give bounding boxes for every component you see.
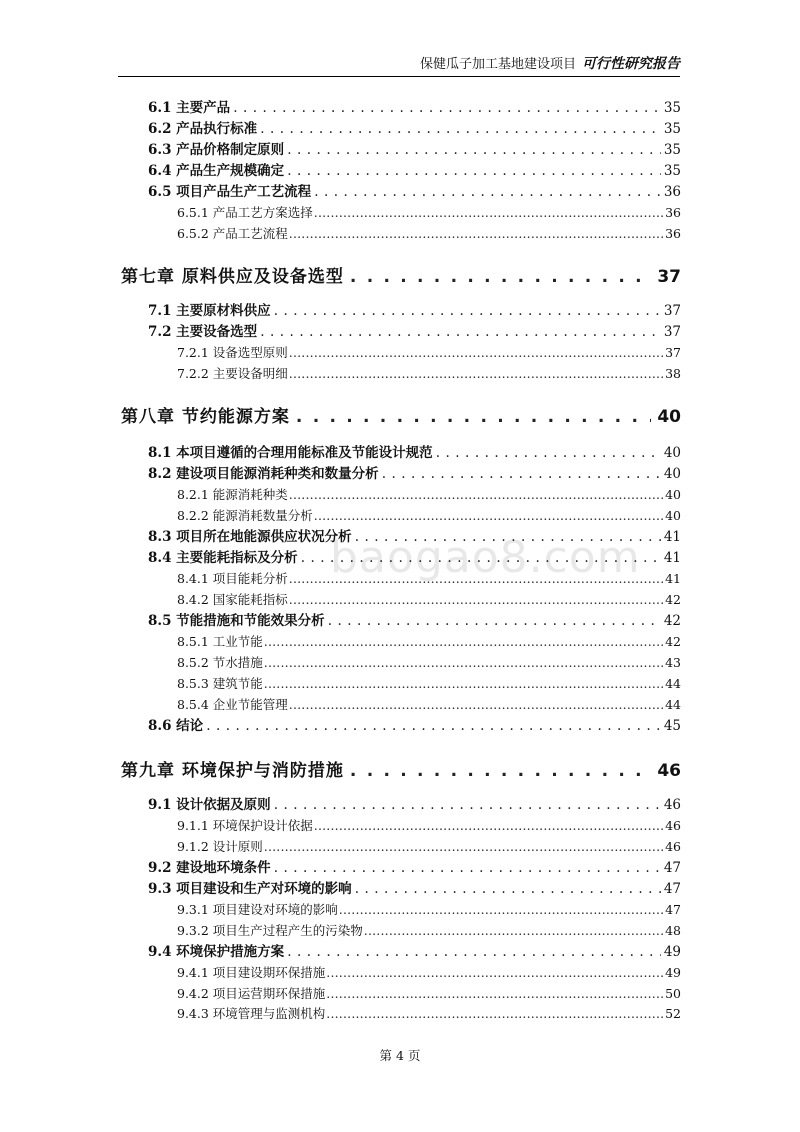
toc-subentry[interactable]: [177, 364, 681, 384]
toc-entry-title: 8.4.2 国家能耗指标: [177, 592, 288, 607]
dot-leader: [296, 404, 651, 430]
dot-leader: [264, 653, 664, 673]
toc-entry[interactable]: [148, 161, 681, 181]
toc-entry-page: 35: [663, 163, 681, 179]
toc-entry-page: 37: [665, 345, 681, 360]
toc-entry[interactable]: [148, 464, 681, 484]
toc-entry-title: 6.2 产品执行标准: [148, 121, 258, 137]
toc-subentry[interactable]: [177, 984, 681, 1004]
dot-leader: [301, 548, 661, 568]
header-report-title: 可行性研究报告: [582, 56, 680, 72]
toc-entry[interactable]: [148, 443, 681, 463]
toc-subentry[interactable]: [177, 590, 681, 610]
toc-entry-page: 35: [663, 121, 681, 137]
dot-leader: [289, 224, 664, 244]
toc-entry-title: 9.2 建设地环境条件: [148, 860, 271, 876]
toc-entry[interactable]: [148, 182, 681, 202]
toc-entry[interactable]: [148, 119, 681, 139]
dot-leader: [326, 1004, 664, 1024]
toc-entry-title: 9.4.3 环境管理与监测机构: [177, 1006, 326, 1021]
toc-entry[interactable]: [148, 301, 681, 321]
toc-chapter-title: 第八章 节约能源方案: [121, 407, 290, 427]
toc-subentry[interactable]: [177, 816, 681, 836]
dot-leader: [289, 343, 664, 363]
dot-leader: [339, 900, 664, 920]
toc-entry-title: 8.5.2 节水措施: [177, 655, 263, 670]
dot-leader: [287, 140, 661, 160]
toc-entry-title: 6.3 产品价格制定原则: [148, 142, 285, 158]
toc-entry[interactable]: [148, 942, 681, 962]
toc-entry-page: 36: [663, 184, 681, 200]
dot-leader: [355, 527, 661, 547]
toc-entry[interactable]: [148, 879, 681, 899]
toc-chapter-page: 37: [657, 267, 681, 287]
toc-subentry[interactable]: [177, 203, 681, 223]
toc-entry[interactable]: [148, 140, 681, 160]
toc-subentry[interactable]: [177, 653, 681, 673]
dot-leader: [355, 879, 661, 899]
toc-entry[interactable]: [148, 716, 681, 736]
toc-subentry[interactable]: [177, 485, 681, 505]
toc-entry-title: 8.3 项目所在地能源供应状况分析: [148, 529, 352, 545]
dot-leader: [274, 858, 661, 878]
dot-leader: [326, 963, 664, 983]
toc-chapter-page: 46: [657, 761, 681, 781]
toc-entry-title: 9.3.1 项目建设对环境的影响: [177, 902, 338, 917]
toc-entry-title: 9.1.2 设计原则: [177, 839, 263, 854]
toc-entry-page: 49: [665, 965, 681, 980]
toc-entry-page: 47: [663, 860, 681, 876]
toc-subentry[interactable]: [177, 900, 681, 920]
toc-entry[interactable]: [148, 795, 681, 815]
toc-entry-page: 46: [665, 839, 681, 854]
dot-leader: [264, 674, 664, 694]
toc-entry-page: 47: [663, 881, 681, 897]
dot-leader: [260, 119, 661, 139]
dot-leader: [287, 161, 661, 181]
toc-entry-page: 42: [665, 592, 681, 607]
toc-entry-page: 35: [663, 100, 681, 116]
toc-entry-title: 9.4 环境保护措施方案: [148, 944, 285, 960]
toc-entry-page: 50: [665, 986, 681, 1001]
toc-entry-title: 8.2.2 能源消耗数量分析: [177, 508, 313, 523]
toc-entry-page: 42: [665, 634, 681, 649]
toc-subentry[interactable]: [177, 674, 681, 694]
toc-entry-title: 9.1.1 环境保护设计依据: [177, 818, 313, 833]
toc-entry-title: 9.4.1 项目建设期环保措施: [177, 965, 326, 980]
toc-entry-page: 40: [663, 466, 681, 482]
toc-entry-title: 9.3.2 项目生产过程产生的污染物: [177, 923, 363, 938]
toc-entry-page: 36: [665, 226, 681, 241]
page-number: 第 4 页: [379, 1048, 421, 1063]
toc-subentry[interactable]: [177, 632, 681, 652]
toc-entry-page: 48: [665, 923, 681, 938]
toc-entry-title: 8.4 主要能耗指标及分析: [148, 550, 298, 566]
toc-entry-title: 8.2.1 能源消耗种类: [177, 487, 288, 502]
dot-leader: [274, 301, 661, 321]
toc-entry-page: 46: [663, 797, 681, 813]
toc-entry-page: 47: [665, 902, 681, 917]
dot-leader: [233, 98, 661, 118]
toc-chapter-page: 40: [657, 407, 681, 427]
toc-chapter[interactable]: [121, 404, 681, 430]
dot-leader: [264, 837, 664, 857]
dot-leader: [382, 464, 661, 484]
toc-entry-page: 42: [663, 613, 681, 629]
toc-subentry[interactable]: [177, 837, 681, 857]
toc-entry-title: 8.1 本项目遵循的合理用能标准及节能设计规范: [148, 445, 433, 461]
toc-entry-page: 35: [663, 142, 681, 158]
toc-entry-page: 40: [665, 487, 681, 502]
header-project-name: 保健瓜子加工基地建设项目: [419, 57, 576, 72]
toc-entry-title: 8.2 建设项目能源消耗种类和数量分析: [148, 466, 379, 482]
toc-entry[interactable]: [148, 322, 681, 342]
toc-chapter[interactable]: [121, 264, 681, 290]
toc-entry[interactable]: [148, 527, 681, 547]
toc-entry-title: 6.5.1 产品工艺方案选择: [177, 205, 313, 220]
toc-entry-title: 6.1 主要产品: [148, 100, 231, 116]
dot-leader: [274, 795, 661, 815]
toc-entry-page: 46: [665, 818, 681, 833]
toc-entry-title: 6.4 产品生产规模确定: [148, 163, 285, 179]
toc-entry-title: 9.1 设计依据及原则: [148, 797, 271, 813]
dot-leader: [314, 182, 661, 202]
toc-entry-page: 49: [663, 944, 681, 960]
watermark: baogao8.com: [330, 532, 641, 583]
dot-leader: [314, 203, 664, 223]
dot-leader: [314, 506, 664, 526]
toc-entry-title: 6.5 项目产品生产工艺流程: [148, 184, 312, 200]
toc-entry-page: 41: [665, 571, 681, 586]
toc-entry-title: 8.5.1 工业节能: [177, 634, 263, 649]
toc-entry-title: 8.5.3 建筑节能: [177, 676, 263, 691]
dot-leader: [350, 758, 651, 784]
toc-subentry[interactable]: [177, 1004, 681, 1024]
toc-entry-title: 8.5.4 企业节能管理: [177, 697, 288, 712]
dot-leader: [260, 322, 661, 342]
dot-leader: [287, 942, 661, 962]
dot-leader: [289, 485, 664, 505]
toc-entry[interactable]: [148, 548, 681, 568]
page-header: [118, 52, 680, 77]
toc-entry-title: 7.2 主要设备选型: [148, 324, 258, 340]
dot-leader: [264, 632, 664, 652]
toc-entry-page: 40: [665, 508, 681, 523]
dot-leader: [350, 264, 651, 290]
toc-entry-page: 44: [665, 697, 681, 712]
toc-entry[interactable]: [148, 858, 681, 878]
toc-entry-title: 8.4.1 项目能耗分析: [177, 571, 288, 586]
toc-chapter-title: 第七章 原料供应及设备选型: [121, 267, 344, 287]
toc-entry-title: 7.2.2 主要设备明细: [177, 366, 288, 381]
toc-subentry[interactable]: [177, 921, 681, 941]
toc-entry-title: 8.5 节能措施和节能效果分析: [148, 613, 325, 629]
toc-entry-page: 41: [663, 550, 681, 566]
toc-entry-title: 8.6 结论: [148, 718, 204, 734]
toc-entry-title: 9.3 项目建设和生产对环境的影响: [148, 881, 352, 897]
dot-leader: [326, 984, 664, 1004]
toc-entry-page: 43: [665, 655, 681, 670]
toc-entry-page: 45: [663, 718, 681, 734]
dot-leader: [289, 695, 664, 715]
toc-subentry[interactable]: [177, 963, 681, 983]
toc-subentry[interactable]: [177, 343, 681, 363]
dot-leader: [206, 716, 661, 736]
dot-leader: [314, 816, 664, 836]
toc-entry-page: 41: [663, 529, 681, 545]
toc-chapter[interactable]: [121, 758, 681, 784]
toc-entry-title: 7.2.1 设备选型原则: [177, 345, 288, 360]
toc-entry-page: 37: [663, 324, 681, 340]
toc-entry-title: 9.4.2 项目运营期环保措施: [177, 986, 326, 1001]
toc-entry-title: 6.5.2 产品工艺流程: [177, 226, 288, 241]
dot-leader: [328, 611, 661, 631]
dot-leader: [289, 590, 664, 610]
toc-subentry[interactable]: [177, 506, 681, 526]
toc-subentry[interactable]: [177, 569, 681, 589]
toc-entry-page: 37: [663, 303, 681, 319]
toc-entry-page: 44: [665, 676, 681, 691]
toc-chapter-title: 第九章 环境保护与消防措施: [121, 761, 344, 781]
dot-leader: [436, 443, 661, 463]
dot-leader: [289, 364, 664, 384]
toc-entry-page: 40: [663, 445, 681, 461]
toc-entry-page: 38: [665, 366, 681, 381]
dot-leader: [289, 569, 664, 589]
toc-subentry[interactable]: [177, 224, 681, 244]
toc-entry-title: 7.1 主要原材料供应: [148, 303, 271, 319]
toc-subentry[interactable]: [177, 695, 681, 715]
toc-entry-page: 52: [665, 1006, 681, 1021]
toc-entry-page: 36: [665, 205, 681, 220]
dot-leader: [364, 921, 664, 941]
toc-entry[interactable]: [148, 98, 681, 118]
toc-entry[interactable]: [148, 611, 681, 631]
